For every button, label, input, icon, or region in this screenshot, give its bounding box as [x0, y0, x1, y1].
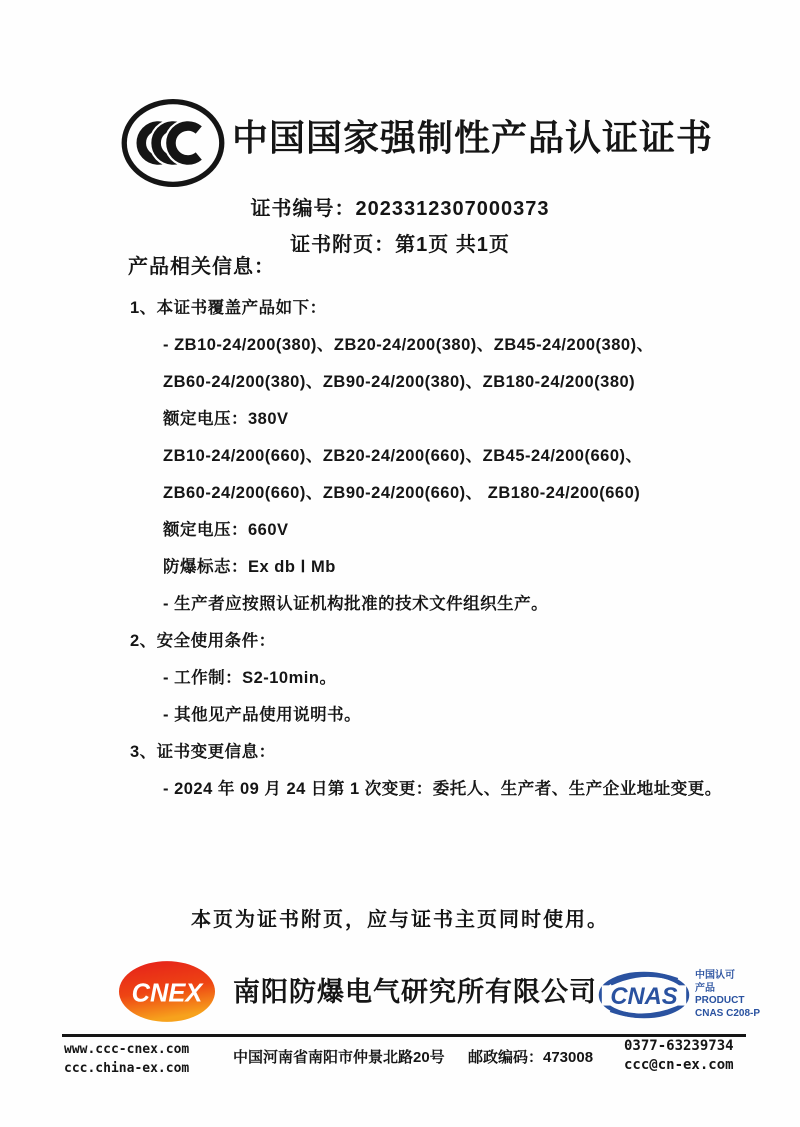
certificate-page-info: 证书附页：第1页 共1页 [290, 234, 510, 256]
company-name: 南阳防爆电气研究所有限公司 [233, 977, 597, 1007]
certificate-number: 证书编号：2023312307000373 [250, 198, 550, 220]
body-line: 3、证书变更信息： [130, 743, 276, 761]
body-line: - 生产者应按照认证机构批准的技术文件组织生产。 [163, 595, 549, 613]
ccc-logo-icon [120, 90, 226, 196]
product-info-section [0, 250, 760, 808]
website-line: www.ccc-cnex.com [64, 1042, 190, 1057]
body-line: 1、本证书覆盖产品如下： [130, 299, 327, 317]
cnas-logo-block [596, 966, 760, 1024]
website-block [64, 1040, 189, 1078]
cnas-logo-text: CNAS [610, 983, 678, 1010]
body-line: 额定电压：660V [163, 521, 289, 539]
cnex-logo [118, 960, 216, 1023]
footer-note: 本页为证书附页，应与证书主页同时使用。 [191, 909, 609, 931]
postal-code: 邮政编码：473008 [468, 1049, 594, 1066]
body-line: ZB60-24/200(380)、ZB90-24/200(380)、ZB180-24/200(380) [163, 373, 636, 391]
phone-number: 0377-63239734 [624, 1038, 734, 1054]
body-line: 2、安全使用条件： [130, 632, 276, 650]
body-line: - 2024 年 09 月 24 日第 1 次变更：委托人、生产者、生产企业地址变更。 [163, 780, 722, 798]
website-line: ccc.china-ex.com [64, 1061, 190, 1076]
contact-block [624, 1037, 734, 1075]
cnas-caption [695, 970, 760, 1020]
cnas-caption-line: 中国认可 [695, 970, 735, 981]
body-line: ZB60-24/200(660)、ZB90-24/200(660)、 ZB180-24/200(660) [163, 484, 641, 502]
email-address: ccc@cn-ex.com [624, 1057, 734, 1073]
body-line: ZB10-24/200(660)、ZB20-24/200(660)、ZB45-24/200(660)、 [163, 447, 643, 465]
cnas-caption-line: 产品 [695, 982, 715, 994]
page-title: 中国国家强制性产品认证证书 [232, 117, 714, 158]
cnas-logo-icon [596, 966, 692, 1024]
body-line: - 其他见产品使用说明书。 [163, 706, 362, 724]
body-line: 防爆标志：Ex db Ⅰ Mb [163, 558, 336, 576]
body-line: - 工作制：S2-10min。 [163, 669, 337, 687]
company-address: 中国河南省南阳市仲景北路20号 [233, 1049, 445, 1066]
cnas-caption-line: PRODUCT [695, 995, 745, 1006]
cnex-logo-text: CNEX [131, 979, 203, 1008]
section-heading: 产品相关信息： [128, 256, 275, 278]
body-line: - ZB10-24/200(380)、ZB20-24/200(380)、ZB45-24/200(380)、 [163, 336, 654, 354]
cnas-caption-line: CNAS C208-P [695, 1007, 761, 1019]
body-line: 额定电压：380V [163, 410, 289, 428]
